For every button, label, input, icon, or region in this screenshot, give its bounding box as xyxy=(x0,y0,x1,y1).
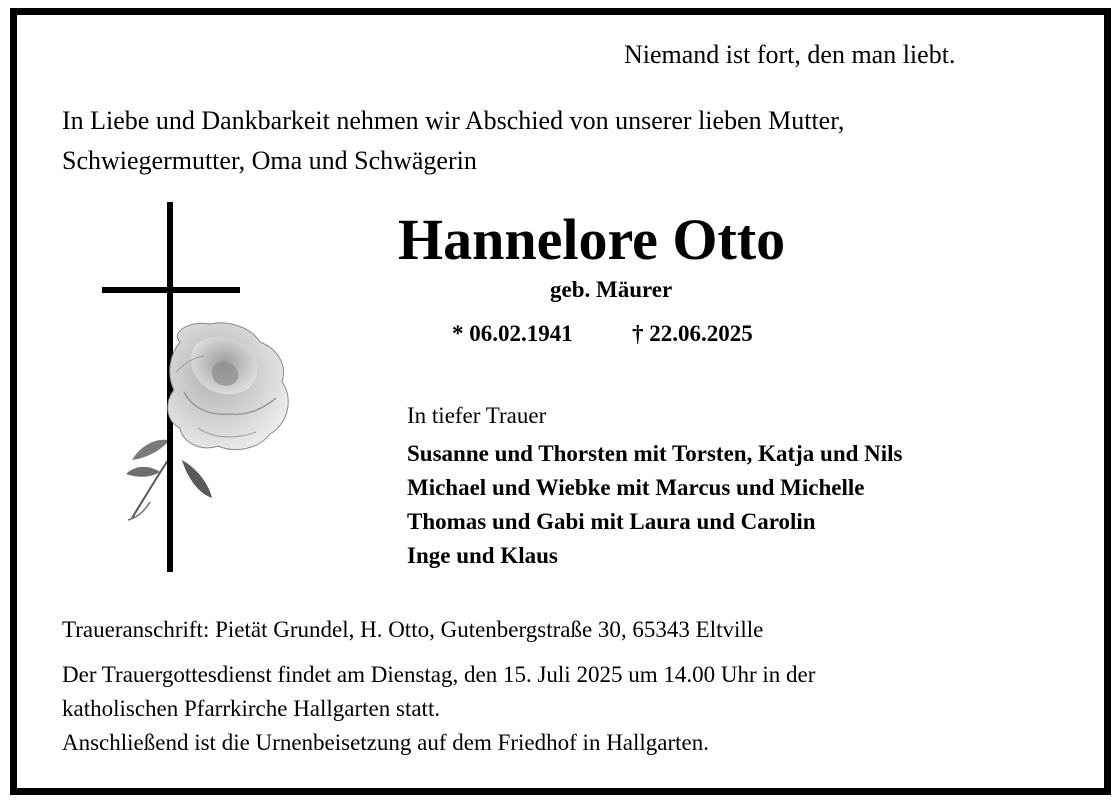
maiden-name: geb. Mäurer xyxy=(550,277,673,302)
deceased-name: Hannelore Otto xyxy=(398,207,786,272)
intro-text xyxy=(62,101,1022,181)
service-info xyxy=(62,658,815,760)
mourner-family: Thomas und Gabi mit Laura und Carolin xyxy=(407,509,816,534)
intro-line-1: In Liebe und Dankbarkeit nehmen wir Abschied von unserer lieben Mutter, xyxy=(62,106,845,135)
death-date: † 22.06.2025 xyxy=(632,321,753,346)
mourning-address: Traueranschrift: Pietät Grundel, H. Otto, Gutenbergstraße 30, 65343 Eltville xyxy=(62,617,764,642)
intro-line-2: Schwiegermutter, Oma und Schwägerin xyxy=(62,146,477,175)
motto: Niemand ist fort, den man liebt. xyxy=(624,40,956,69)
birth-date: * 06.02.1941 xyxy=(452,321,573,346)
service-line-3: Anschließend ist die Urnenbeisetzung auf dem Friedhof in Hallgarten. xyxy=(62,730,710,755)
service-line-1: Der Trauergottesdienst findet am Dienstag, den 15. Juli 2025 um 14.00 Uhr in der xyxy=(62,662,816,687)
mourner-family: Inge und Klaus xyxy=(407,543,558,568)
mourner-list xyxy=(407,437,903,573)
cross-with-rose-icon xyxy=(100,202,300,574)
mourner-family: Susanne und Thorsten mit Torsten, Katja und Nils xyxy=(407,441,903,466)
mourner-family: Michael und Wiebke mit Marcus und Michelle xyxy=(407,475,865,500)
service-line-2: katholischen Pfarrkirche Hallgarten statt. xyxy=(62,696,441,721)
mourning-heading: In tiefer Trauer xyxy=(407,403,547,428)
